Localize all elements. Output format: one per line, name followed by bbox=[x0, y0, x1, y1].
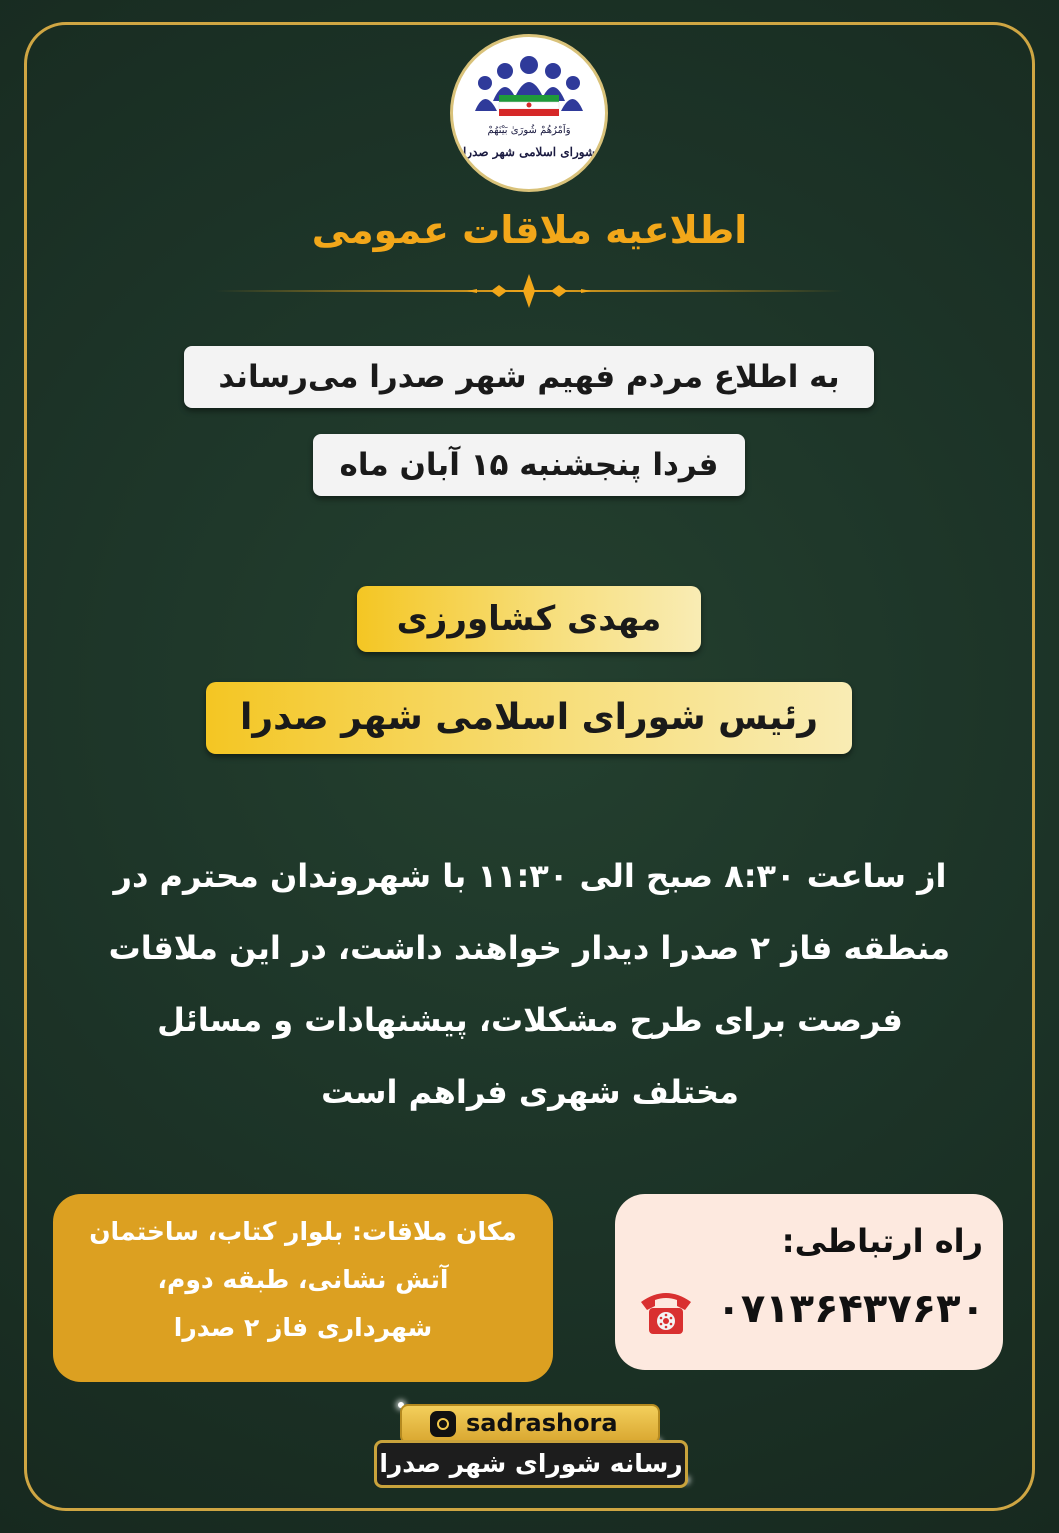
phone-number[interactable]: ۰۷۱۳۶۴۳۷۶۳۰ bbox=[716, 1286, 985, 1332]
page-title: اطلاعیه ملاقات عمومی bbox=[311, 208, 748, 252]
description-line: مختلف شهری فراهم است bbox=[321, 1073, 739, 1111]
description-line: منطقه فاز ۲ صدرا دیدار خواهند داشت، در این ملاقات bbox=[108, 929, 950, 967]
instagram-handle: sadrashora bbox=[466, 1409, 618, 1437]
announcement-date: فردا پنجشنبه ۱۵ آبان ماه bbox=[313, 434, 745, 496]
instagram-badge[interactable] bbox=[400, 1404, 660, 1444]
telephone-icon bbox=[635, 1280, 697, 1342]
announcement-line1: به اطلاع مردم فهیم شهر صدرا می‌رساند bbox=[184, 346, 874, 408]
meeting-description bbox=[110, 840, 950, 1128]
logo-motto: وَاَمْرُهُمْ شُورَىٰ بَيْنَهُمْ bbox=[487, 125, 571, 136]
logo-name: شورای اسلامی شهر صدرا bbox=[462, 145, 596, 159]
person-name: مهدی کشاورزی bbox=[357, 586, 701, 652]
contact-box bbox=[615, 1194, 1003, 1370]
description-line: فرصت برای طرح مشکلات، پیشنهادات و مسائل bbox=[157, 1001, 903, 1039]
contact-label: راه ارتباطی: bbox=[781, 1222, 983, 1260]
location-line: آتش نشانی، طبقه دوم، bbox=[157, 1265, 449, 1294]
location-line: مکان ملاقات: بلوار کتاب، ساختمان bbox=[89, 1217, 517, 1246]
council-logo bbox=[450, 34, 608, 192]
location-box bbox=[53, 1194, 553, 1382]
description-line: از ساعت ۸:۳۰ صبح الی ۱۱:۳۰ با شهروندان محترم در bbox=[113, 857, 947, 895]
location-line: شهرداری فاز ۲ صدرا bbox=[173, 1313, 433, 1342]
ornament-divider-icon bbox=[215, 272, 843, 310]
person-position: رئیس شورای اسلامی شهر صدرا bbox=[206, 682, 852, 754]
people-emblem-icon bbox=[453, 37, 605, 189]
media-label: رسانه شورای شهر صدرا bbox=[374, 1440, 688, 1488]
instagram-icon bbox=[430, 1411, 456, 1437]
